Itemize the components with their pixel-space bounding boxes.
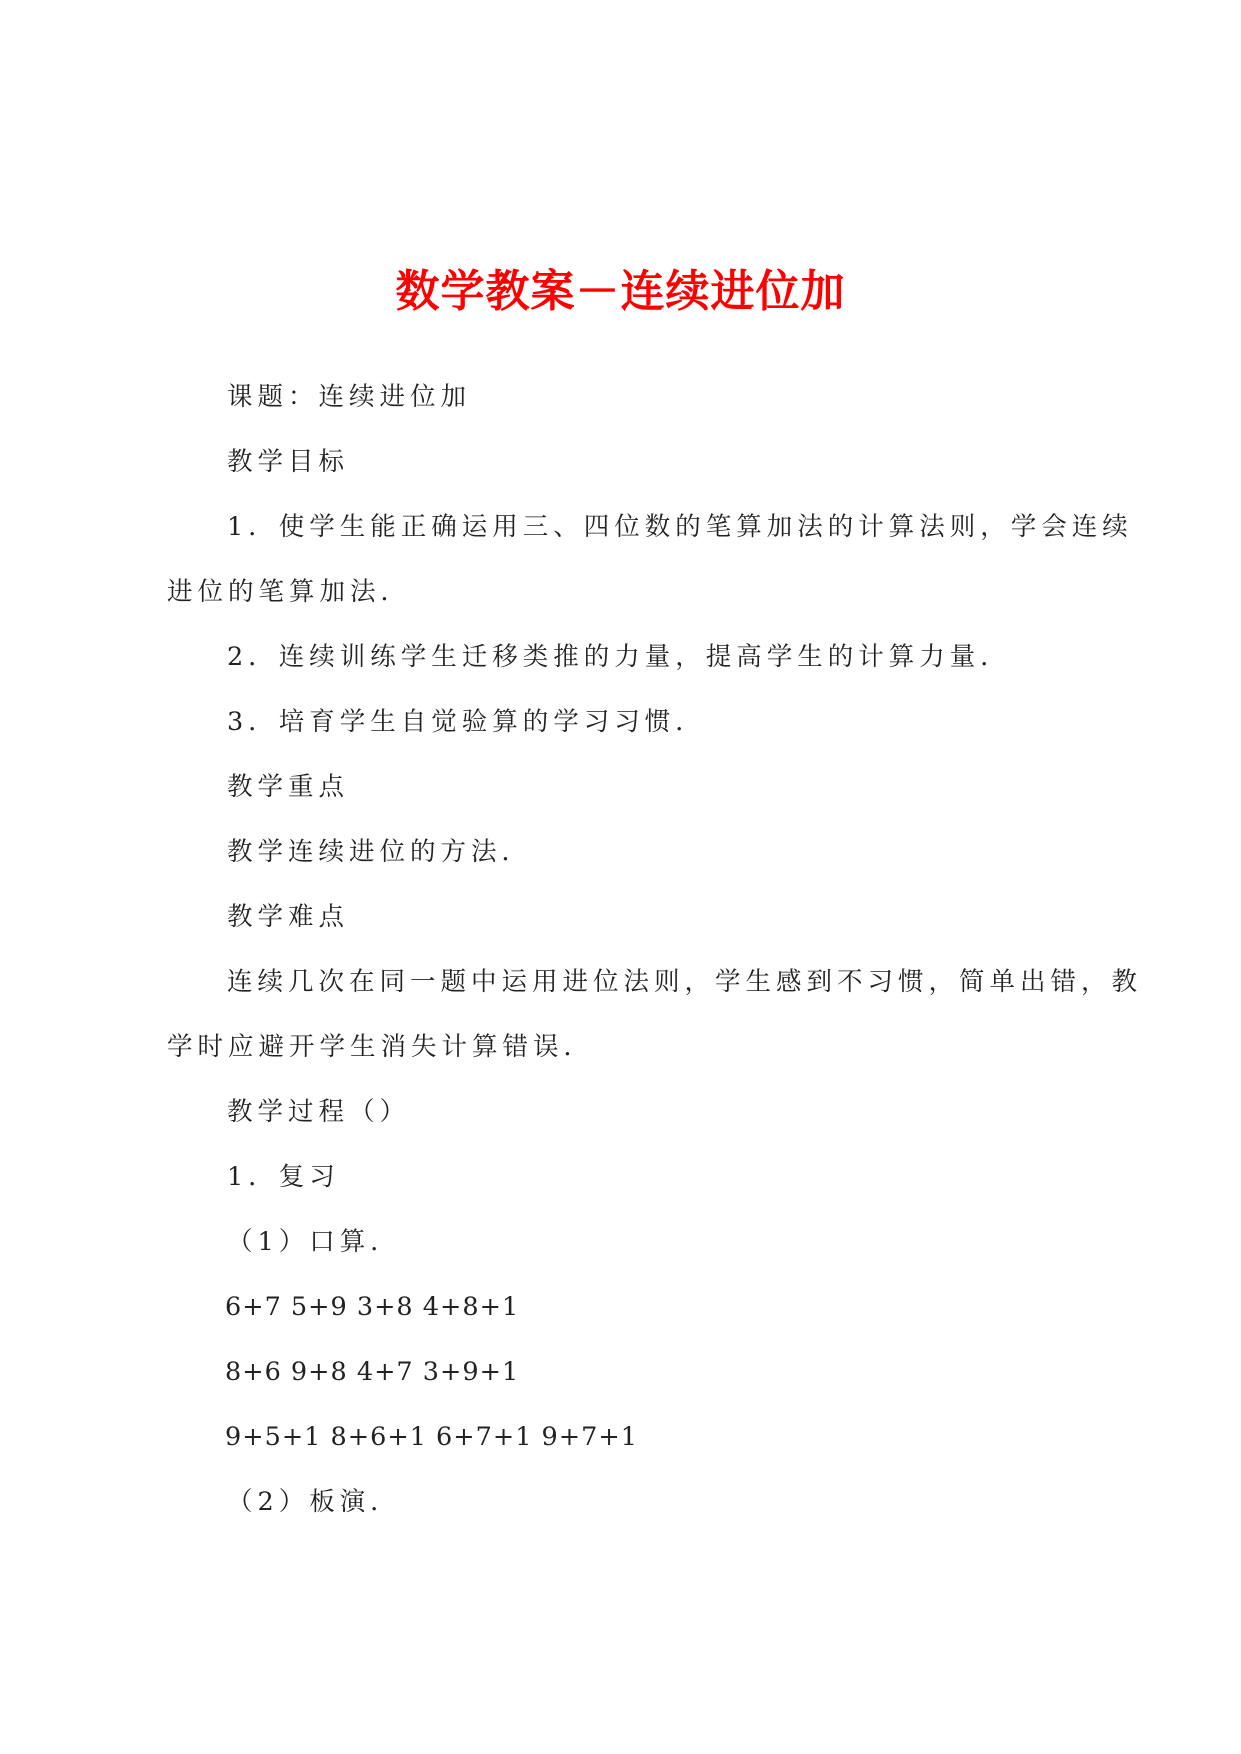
oral-calculation-heading: （1）口算． bbox=[227, 1227, 401, 1257]
board-exercise-heading: （2）板演． bbox=[227, 1487, 401, 1517]
section-heading-key-point: 教学重点 bbox=[227, 772, 350, 802]
section-heading-objectives: 教学目标 bbox=[227, 447, 350, 477]
section-heading-difficulty: 教学难点 bbox=[227, 902, 350, 932]
difficulty-text-line-2: 学时应避开学生消失计算错误． bbox=[167, 1032, 595, 1062]
lesson-topic: 课题：连续进位加 bbox=[227, 382, 472, 412]
exercise-row-2: 8+6 9+8 4+7 3+9+1 bbox=[225, 1357, 520, 1387]
exercise-row-1: 6+7 5+9 3+8 4+8+1 bbox=[225, 1292, 520, 1322]
difficulty-text-line-1: 连续几次在同一题中运用进位法则，学生感到不习惯，简单出错，教 bbox=[227, 967, 1143, 997]
objective-3: 3．培育学生自觉验算的学习习惯． bbox=[227, 707, 706, 737]
key-point-text: 教学连续进位的方法． bbox=[227, 837, 533, 867]
objective-2: 2．连续训练学生迁移类推的力量，提高学生的计算力量． bbox=[227, 642, 1011, 672]
exercise-row-3: 9+5+1 8+6+1 6+7+1 9+7+1 bbox=[225, 1422, 638, 1452]
section-heading-process: 教学过程（） bbox=[227, 1097, 411, 1127]
document-title: 数学教案－连续进位加 bbox=[395, 266, 846, 317]
objective-1-line-2: 进位的笔算加法． bbox=[167, 577, 412, 607]
objective-1-line-1: 1．使学生能正确运用三、四位数的笔算加法的计算法则，学会连续 bbox=[227, 512, 1133, 542]
step-review-heading: 1．复习 bbox=[227, 1162, 340, 1192]
